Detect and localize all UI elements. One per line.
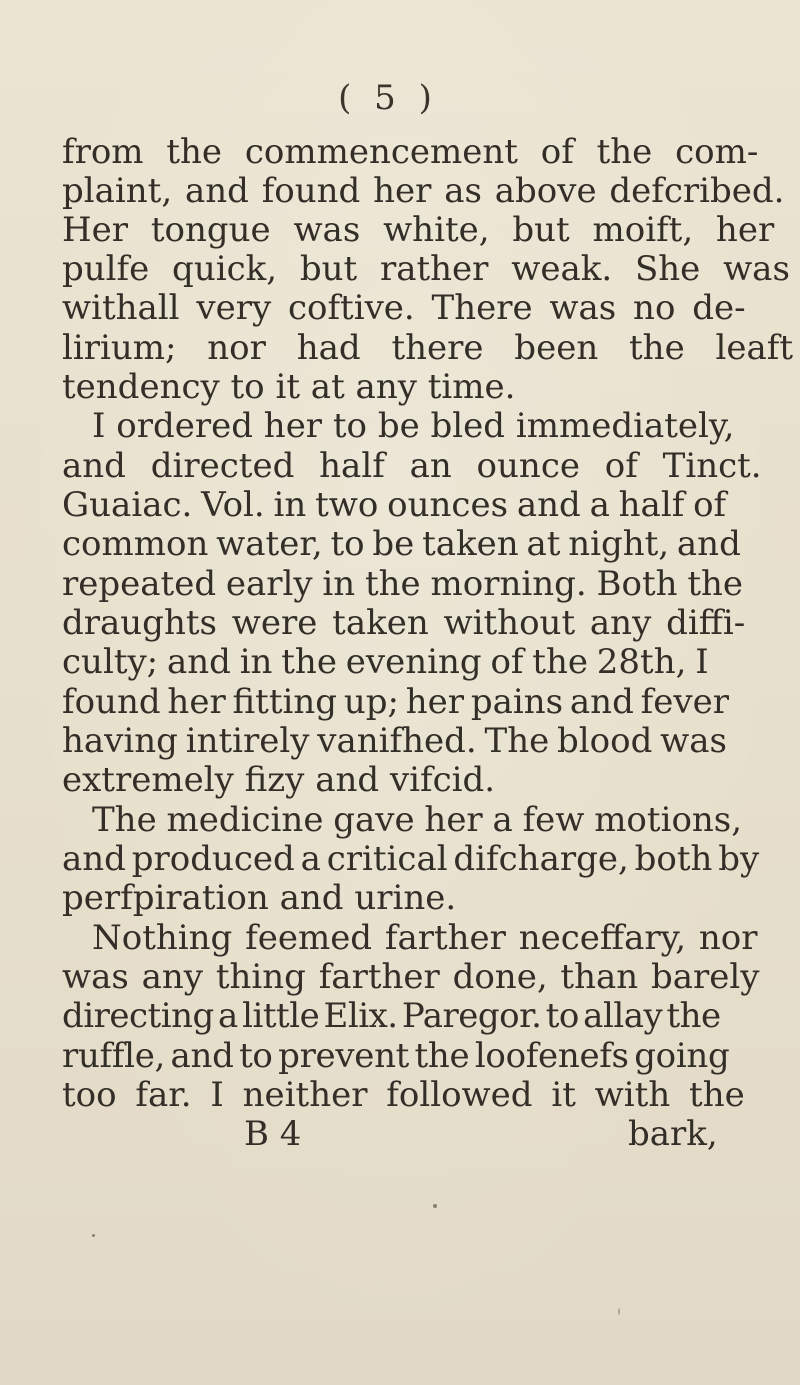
text-line: Her tongue was white, but moift, her — [62, 210, 775, 250]
text-line: common water, to be taken at night, and — [62, 524, 741, 564]
text-line: was any thing farther done, than barely — [62, 957, 760, 997]
catchword: bark, — [628, 1114, 718, 1154]
text-line: having intirely vanifhed. The blood was — [62, 721, 727, 761]
page-number: ( 5 ) — [338, 78, 438, 118]
text-line: from the commencement of the com- — [62, 132, 759, 172]
text-line: lirium; nor had there been the leaft — [62, 328, 794, 368]
text-line: The medicine gave her a few motions, — [92, 800, 743, 840]
text-line: extremely fizy and vifcid. — [62, 760, 496, 800]
paper-speck — [92, 1234, 95, 1237]
text-line: too far. I neither followed it with the — [62, 1075, 745, 1115]
text-line: perfpiration and urine. — [62, 878, 457, 918]
text-line: and produced a critical difcharge, both by — [62, 839, 760, 879]
paper-speck — [433, 1204, 437, 1208]
signature-mark: B 4 — [244, 1114, 302, 1154]
text-line: repeated early in the morning. Both the — [62, 564, 744, 604]
text-line: culty; and in the evening of the 28th, I — [62, 642, 709, 682]
text-line: and directed half an ounce of Tinct. — [62, 446, 762, 486]
text-line: plaint, and found her as above defcribed. — [62, 171, 785, 211]
text-line: draughts were taken without any diffi- — [62, 603, 746, 643]
text-line: pulfe quick, but rather weak. She was — [62, 249, 790, 289]
text-line: I ordered her to be bled immediately, — [92, 406, 735, 446]
text-line: found her fitting up; her pains and fever — [62, 682, 729, 722]
text-line: withall very coftive. There was no de- — [62, 288, 746, 328]
text-line: tendency to it at any time. — [62, 367, 516, 407]
text-line: directing a little Elix. Paregor. to allay the — [62, 996, 721, 1036]
text-line: Nothing feemed farther neceffary, nor — [92, 918, 758, 958]
text-line: ruffle, and to prevent the loofenefs going — [62, 1036, 730, 1076]
paper-speck — [618, 1308, 620, 1315]
text-line: Guaiac. Vol. in two ounces and a half of — [62, 485, 727, 525]
